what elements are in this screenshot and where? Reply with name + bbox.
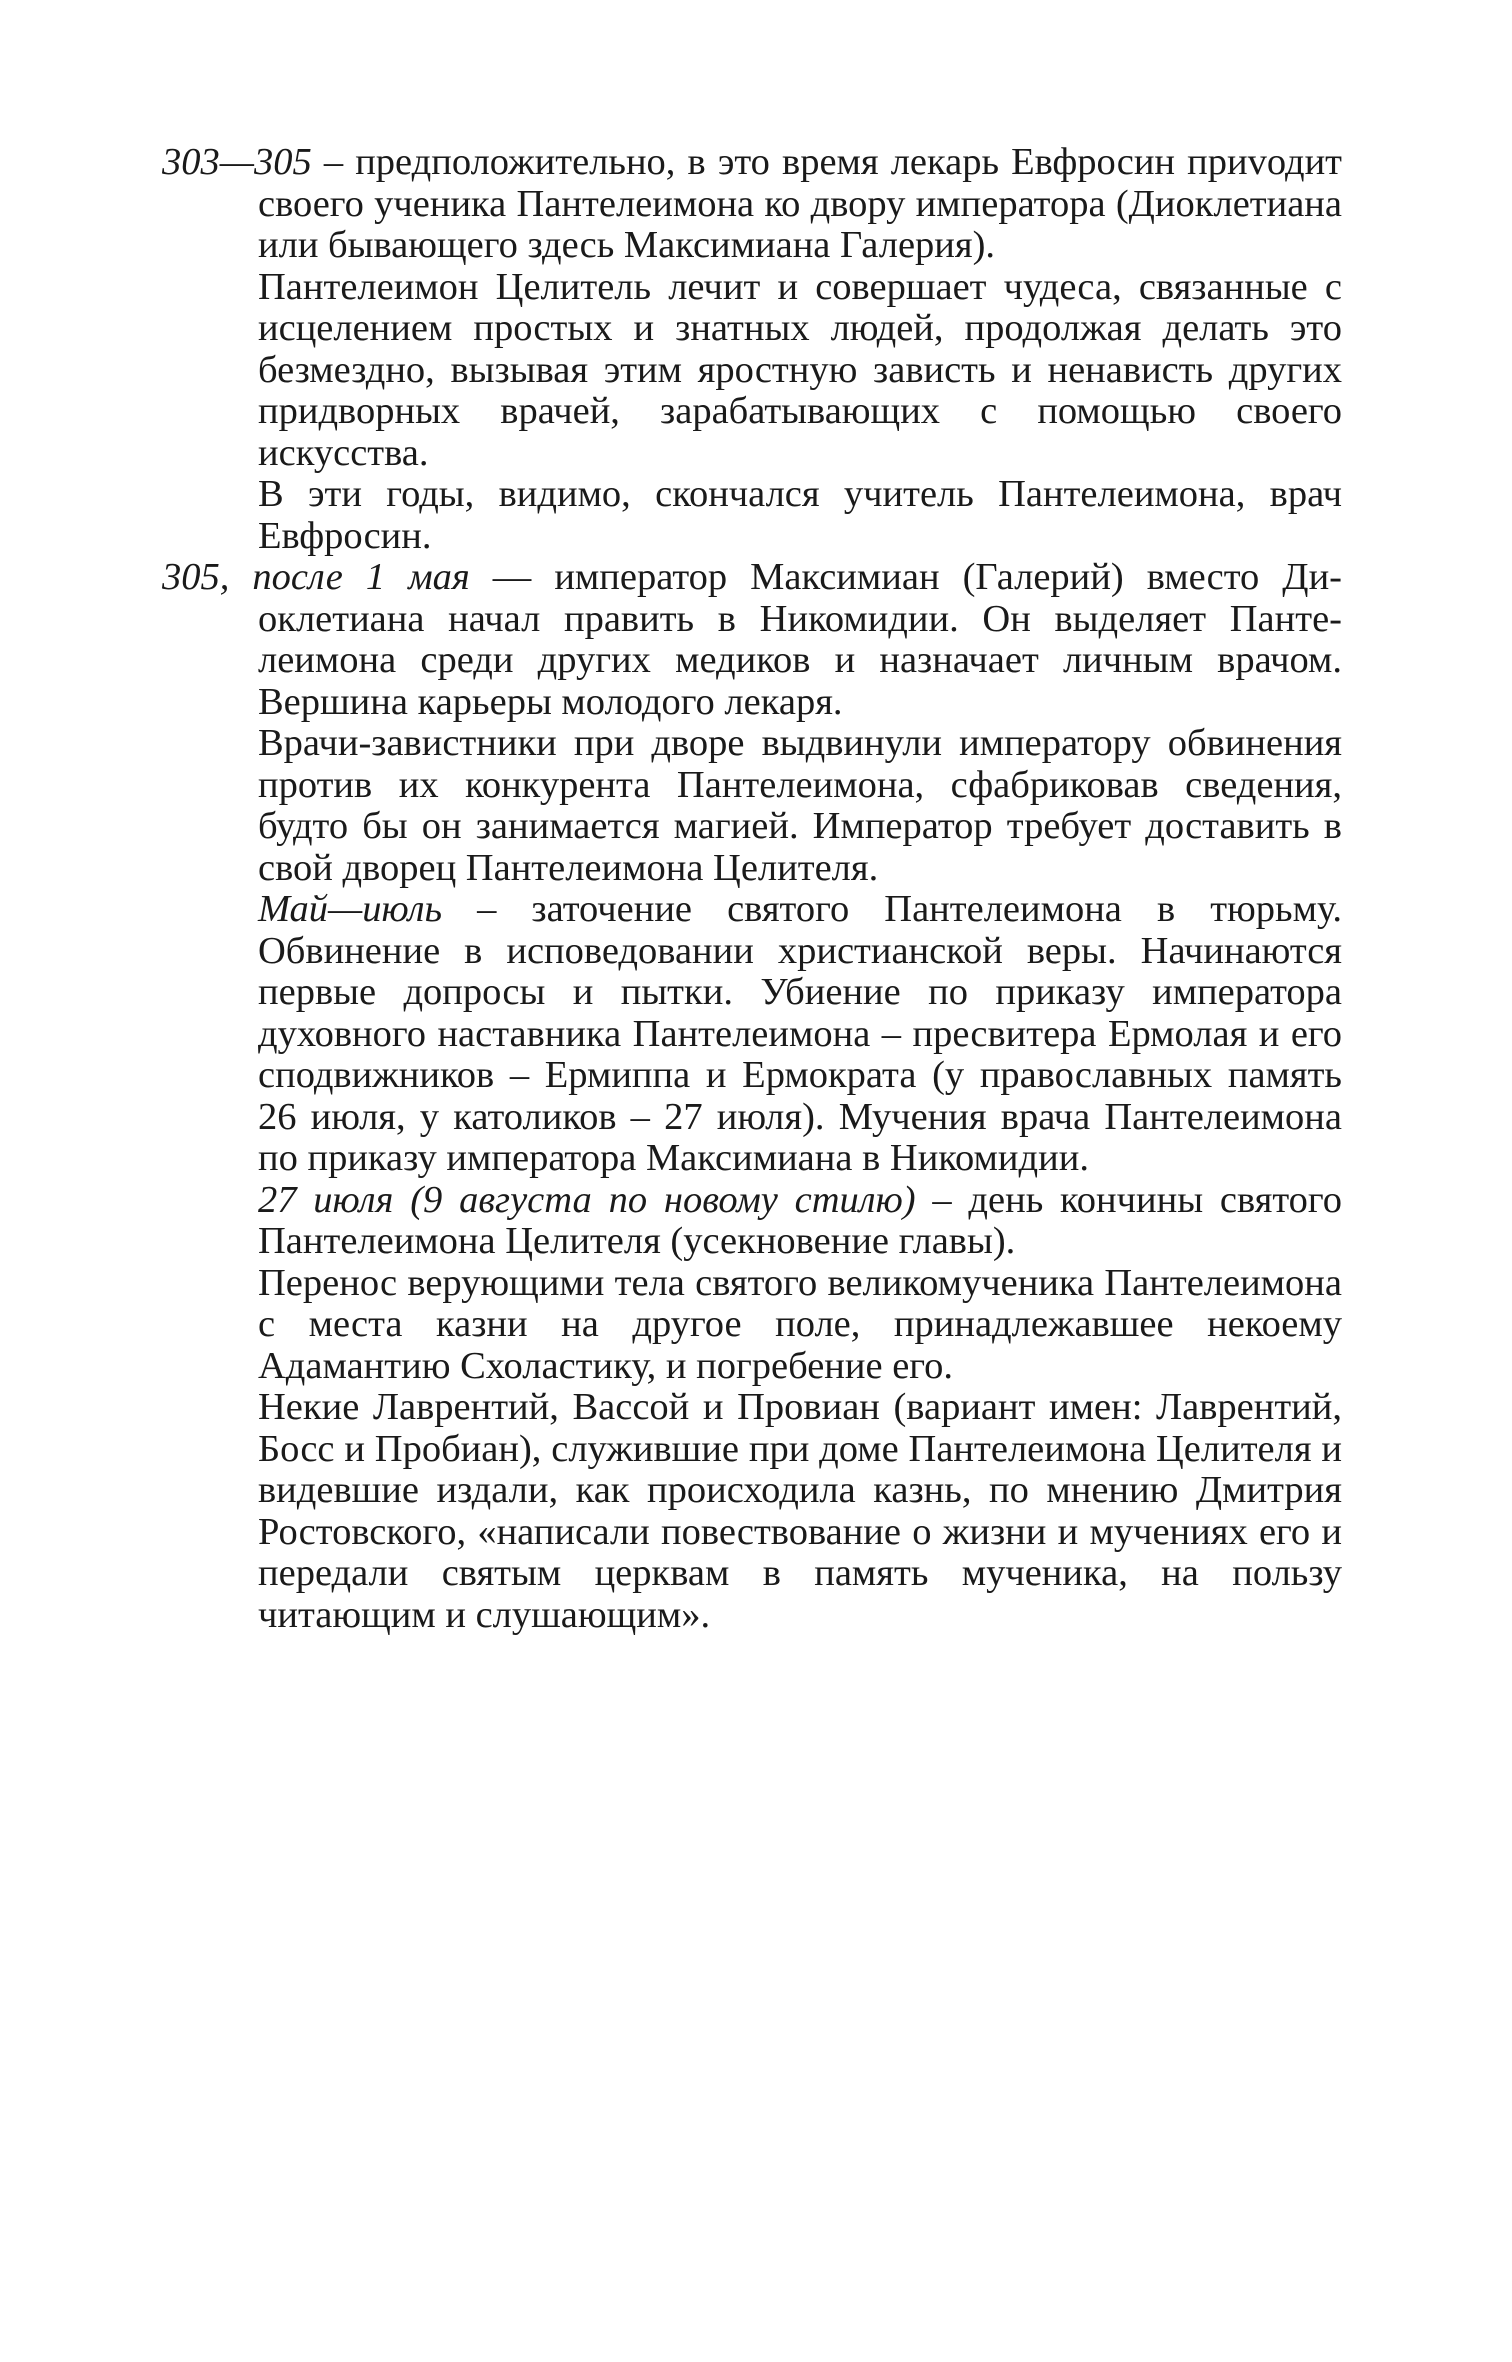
entry-date: 27 июля (9 августа по новому стилю) [258, 1178, 916, 1221]
entry-date: 305, после 1 мая [162, 556, 470, 598]
paragraph-witnesses [162, 1387, 1342, 1636]
entry-date: Май—июль [258, 888, 443, 930]
paragraph-text: – заточение святого Пантелеимона в тюрьму. Обвинение в исповедовании христианской веры. Начинаются первые допросы и пытки. Убиение по приказу императора духовного наставника Пантелеимона – пресвитера Ермолая и его сподвижников – Ермиппа и Ермократа (у православных память 26 июля, у католиков – 27 июля). Мучения врача Пантелеимона по приказу императора Максимиана в Никомидии. [258, 888, 1342, 1179]
entry-date: 303—305 [162, 141, 312, 183]
paragraph-text: Перенос верующими тела святого великомученика Пантелеимона с места казни на другое поле, принадлежавшее некоему Адамантию Схоластику, и погребение его. [258, 1261, 1342, 1387]
chronology-entry-303-305 [162, 142, 1342, 267]
entry-text: – предположительно, в это время лекарь Евфросин приvодит своего ученика Пантелеимона ко двору императора (Диоклетиана или бывающего здесь Максимиана Галерия). [258, 141, 1342, 266]
chronology-entry-305 [162, 557, 1342, 723]
paragraph-healing [162, 267, 1342, 475]
entry-text: — император Максимиан (Галерий) вместо Диоклетиана начал править в Никомидии. Он выделяет Пантелеимона среди других медиков и назначает личным врачом. Вершина карьеры молодого лекаря. [258, 556, 1342, 723]
text-column [162, 142, 1342, 1636]
paragraph-accusation [162, 723, 1342, 889]
paragraph-teacher-death [162, 474, 1342, 557]
paragraph-burial [162, 1263, 1342, 1388]
paragraph-text: Врачи-завистники при дворе выдвинули императору обвинения против их конкурента Пантелеимона, сфабриковав сведения, будто бы он занимается магией. Император требует доставить в свой дворец Пантелеимона Целителя. [258, 722, 1342, 889]
paragraph-text: – день кончины святого Пантелеимона Целителя (усекновение главы). [258, 1178, 1343, 1262]
paragraph-may-july [162, 889, 1342, 1180]
paragraph-july-27 [162, 1180, 1342, 1263]
paragraph-text: Некие Лаврентий, Вассой и Провиан (вариант имен: Лаврентий, Босс и Пробиан), служившие при доме Пантелеимона Целителя и видевшие издали, как происходила казнь, по мнению Дмитрия Ростовского, «написали повествование о жизни и мучениях его и передали святым церквам в память мученика, на пользу читающим и слушающим». [258, 1386, 1342, 1636]
paragraph-text: Пантелеимон Целитель лечит и совершает чудеса, связанные с исцелением простых и знатных людей, продолжая делать это безмездно, вызывая этим яростную зависть и ненависть других придворных врачей, зарабатывающих с помощью своего искусства. [258, 265, 1342, 474]
paragraph-text: В эти годы, видимо, скончался учитель Пантелеимона, врач Евфросин. [258, 473, 1342, 557]
